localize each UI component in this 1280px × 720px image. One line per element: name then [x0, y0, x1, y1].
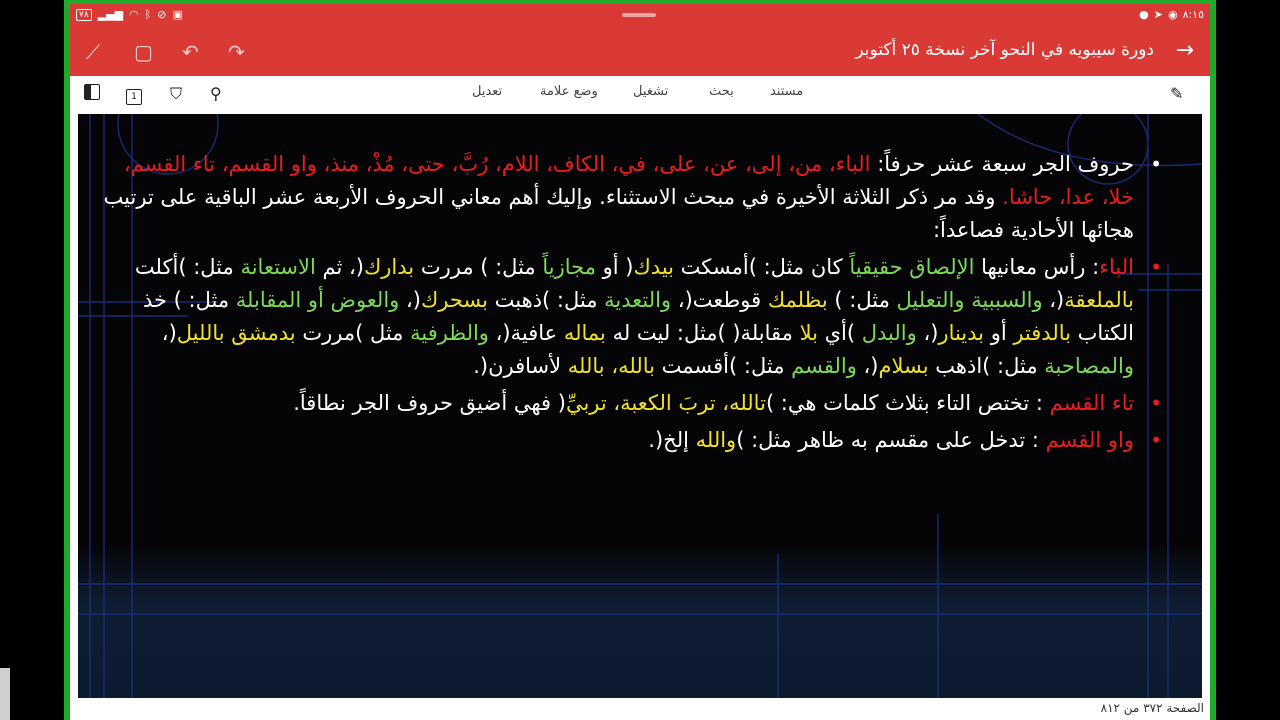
baa-text: مثل: )	[827, 288, 897, 312]
baa-text: (،	[399, 288, 421, 312]
bluetooth-icon: ᛒ	[144, 8, 152, 21]
intro-lead: حروف الجر سبعة عشر حرفاً:	[870, 152, 1134, 176]
status-left	[76, 8, 183, 21]
baa-example: بالملعقة	[1064, 288, 1134, 312]
bullet-dot: •	[1150, 255, 1162, 279]
taa-heading: تاء القسم	[1049, 391, 1134, 415]
bullet-baa	[98, 251, 1178, 383]
status-bar	[70, 4, 1210, 26]
baa-meaning: والبدل	[861, 321, 917, 345]
baa-text: (، ثم	[315, 255, 364, 279]
status-right	[1139, 8, 1204, 21]
baa-text: (،	[916, 321, 939, 345]
baa-text: قوطعت(،	[671, 288, 768, 312]
bullet-taa	[98, 387, 1178, 420]
pen-tool-icon[interactable]: ⟋	[86, 40, 100, 64]
baa-meaning: والمصاحبة	[1044, 354, 1134, 378]
clock-time: ٨:١٥	[1182, 8, 1204, 21]
taa-words: تالله، تربَ الكعبة، تربيِّ	[565, 391, 766, 415]
bullet-waw	[98, 424, 1178, 457]
taa-text: : تختص التاء بثلاث كلمات هي: )	[765, 391, 1050, 415]
baa-meaning: والظرفية	[410, 321, 489, 345]
undo-icon[interactable]: ↶	[182, 40, 199, 64]
back-arrow-icon[interactable]: →	[1175, 38, 1194, 63]
baa-example: بلا	[799, 321, 818, 345]
baa-example: بدينار	[938, 321, 985, 345]
baa-text: مثل: )اذهب	[928, 354, 1045, 378]
redo-icon[interactable]: ↷	[228, 40, 245, 64]
waw-heading: واو القسم	[1045, 428, 1134, 452]
bullet-dot: •	[1150, 152, 1162, 176]
baa-text: مثل )مررت	[295, 321, 411, 345]
intro-letters: الباء، من، إلى، عن، على، في، الكاف، اللام، رُبَّ، حتى، مُذْ، منذ، واو القسم، تاء القسم، خلا، عدا، حاشا.	[123, 152, 1134, 209]
wifi-icon: ◠	[129, 8, 139, 21]
baa-meaning: والتعدية	[604, 288, 672, 312]
baa-text: : رأس معانيها	[974, 255, 1100, 279]
waw-text: إلخ(.	[648, 428, 696, 452]
toolbar-play[interactable]: تشغيل	[633, 84, 669, 99]
baa-meaning: مجازياً	[542, 255, 596, 279]
taa-text: ( فهي أضيق حروف الجر نطاقاً.	[293, 391, 566, 415]
baa-meaning: والقسم	[791, 354, 857, 378]
baa-example: بدارك	[363, 255, 415, 279]
bookmark-icon[interactable]: ⛉	[170, 84, 183, 103]
baa-text: (،	[856, 354, 879, 378]
slide-page	[78, 114, 1202, 698]
baa-text: مثل: )أقسمت	[654, 354, 792, 378]
baa-example: بسحرك	[420, 288, 488, 312]
bullet-dot: •	[1150, 391, 1162, 415]
baa-meaning: والعوض أو المقابلة	[235, 288, 400, 312]
toolbar-edit[interactable]: تعديل	[472, 84, 503, 99]
page-indicator: الصفحة ٣٧٢ من ٨١٢	[1100, 701, 1204, 715]
mute-icon: ⊘	[157, 8, 167, 21]
baa-meaning: والسببية والتعليل	[896, 288, 1043, 312]
bullet-dot: •	[1150, 428, 1162, 452]
baa-text: مثل: ) خذ الكتاب	[142, 288, 1134, 345]
baa-text: لأسافرن(.	[473, 354, 568, 378]
location-icon: ◉	[1167, 8, 1178, 21]
baa-meaning: الاستعانة	[240, 255, 316, 279]
baa-text: مثل: )أكلت	[134, 255, 241, 279]
signal-icon: ▂▄▆	[97, 8, 124, 21]
baa-text: (،	[1042, 288, 1065, 312]
edge-scroll-tab[interactable]	[0, 668, 10, 720]
app-header	[70, 4, 1210, 76]
baa-text: )أي	[817, 321, 862, 345]
waw-example: والله	[695, 428, 737, 452]
save-icon[interactable]: ▢	[134, 40, 153, 64]
baa-text: مقابلة( )مثل: ليت له	[605, 321, 800, 345]
slide-text	[98, 148, 1178, 457]
baa-example: بظلمك	[767, 288, 828, 312]
toolbar-mark[interactable]: وضع علامة	[540, 84, 598, 99]
baa-text: أو	[984, 321, 1014, 345]
baa-text: مثل: )ذهبت	[488, 288, 605, 312]
toolbar-search[interactable]: بحث	[709, 84, 734, 99]
baa-example: بماله	[563, 321, 606, 345]
document-toolbar	[70, 76, 1210, 112]
baa-example: بيدك	[633, 255, 674, 279]
page-number-icon[interactable]: 1	[126, 84, 142, 105]
baa-example: بسلام	[878, 354, 929, 378]
tablet-screen	[70, 4, 1210, 720]
facebook-icon: ●	[1139, 8, 1149, 21]
pull-handle[interactable]	[622, 13, 656, 17]
battery-icon	[76, 9, 92, 21]
page-footer	[70, 698, 1210, 720]
title-bar	[70, 32, 1210, 72]
baa-text: عافية(،	[488, 321, 564, 345]
baa-text: كان مثل: )أمسكت	[674, 255, 850, 279]
intro-rest: وقد مر ذكر الثلاثة الأخيرة في مبحث الاستثناء. وإليك أهم معاني الحروف الأربعة عشر الباقية على ترتيب هجائها الأحادية فصاعداً:	[103, 185, 1134, 242]
telegram-icon: ➤	[1153, 8, 1163, 21]
baa-heading: الباء	[1099, 255, 1134, 279]
bullet-intro	[98, 148, 1178, 247]
search-icon[interactable]: ⚲	[210, 84, 222, 103]
baa-meaning: الإلصاق حقيقياً	[849, 255, 975, 279]
baa-example: بالله، بالله	[567, 354, 655, 378]
toolbar-document[interactable]: مستند	[770, 84, 804, 99]
sidebar-toggle-icon[interactable]	[84, 84, 100, 104]
baa-text: (،	[161, 321, 177, 345]
document-title: دورة سيبويه في النحو آخر نسخة ٢٥ أكتوبر	[855, 40, 1154, 60]
baa-text: مثل: ) مررت	[414, 255, 543, 279]
edit-pen-icon[interactable]: ✎	[1170, 84, 1184, 103]
baa-text: ( أو	[595, 255, 634, 279]
waw-text: : تدخل على مقسم به ظاهر مثل: )	[736, 428, 1046, 452]
baa-example: بالدفتر	[1013, 321, 1071, 345]
baa-example: بدمشق بالليل	[176, 321, 296, 345]
nfc-icon: ▣	[172, 8, 183, 21]
battery-level: ٧٨	[79, 9, 89, 20]
